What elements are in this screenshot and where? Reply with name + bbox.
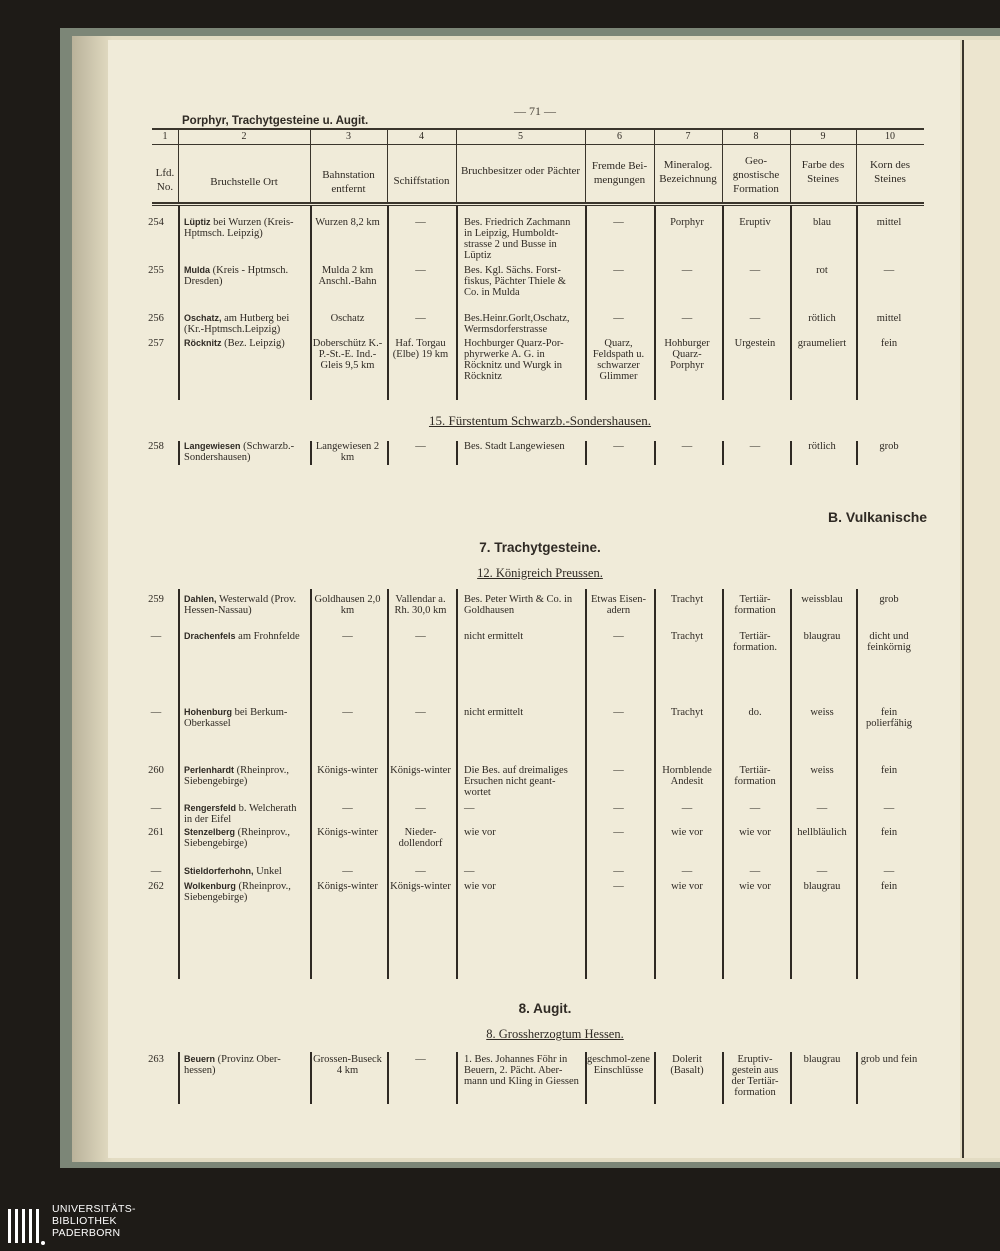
cell-bahn: Langewiesen 2 km: [315, 441, 380, 463]
facing-page-heading: B. Vulkanische: [828, 509, 928, 525]
cell-farbe: rot: [816, 265, 828, 276]
column-header: Mineralog. Bezeichnung: [659, 159, 717, 185]
cell-fremd: Quarz, Feldspath u. schwarzer Glimmer: [592, 338, 645, 382]
cell-schiff: Haf. Torgau (Elbe) 19 km: [392, 338, 449, 360]
cell-no: 256: [148, 313, 164, 324]
column-rule: [456, 441, 458, 465]
cell-owner: Bes. Kgl. Sächs. Forst-fiskus, Pächter Thiele & Co. in Mulda: [464, 265, 566, 298]
cell-bahn: Oschatz: [330, 313, 365, 324]
column-rule: [790, 206, 792, 400]
place-detail: b. Welcherath in der Eifel: [184, 803, 297, 825]
cell-form: —: [749, 866, 761, 877]
cell-korn: fein polierfähig: [865, 707, 913, 729]
cell-bahn: Königs-winter: [317, 827, 378, 838]
cell-fremd: —: [613, 707, 624, 718]
cell-no: 259: [148, 594, 164, 605]
place-detail: (Bez. Leipzig): [224, 338, 285, 349]
spine-shadow: [72, 36, 112, 1162]
cell-miner: Hornblende Andesit: [662, 765, 712, 787]
cell-farbe: blaugrau: [803, 881, 841, 892]
column-rule: [856, 206, 858, 400]
cell-form: Tertiär-formation: [734, 594, 776, 616]
cell-schiff: Königs-winter: [390, 881, 451, 892]
place-cell: [184, 441, 306, 463]
place-name: Dahlen,: [184, 594, 217, 604]
cell-no: 263: [148, 1054, 164, 1065]
cell-miner: —: [681, 441, 693, 452]
place-name: Langewiesen: [184, 441, 241, 451]
column-number: 7: [685, 131, 691, 142]
column-number: 3: [346, 131, 351, 142]
cell-form: —: [749, 441, 761, 452]
column-rule: [387, 206, 389, 400]
cell-bahn: Doberschütz K.-P.-St.-E. Ind.-Gleis 9,5 km: [312, 338, 383, 371]
cell-fremd: —: [613, 441, 624, 452]
cell-no: —: [150, 631, 162, 642]
cell-miner: —: [681, 803, 693, 814]
cell-no: —: [150, 866, 162, 877]
cell-korn: fein: [880, 881, 898, 892]
library-name-line1: UNIVERSITÄTS-: [52, 1203, 136, 1215]
cell-owner: Bes.Heinr.Gorlt,Oschatz, Wermsdorferstrasse: [464, 313, 570, 335]
cell-form: Urgestein: [734, 338, 776, 349]
column-rule: [456, 206, 458, 400]
place-cell: [184, 707, 306, 729]
column-number: 9: [820, 131, 826, 142]
place-cell: [184, 1054, 306, 1076]
page-number: — 71 —: [514, 104, 556, 118]
cell-fremd: —: [613, 866, 624, 877]
cell-owner: Bes. Friedrich Zachmann in Leipzig, Humboldt-strasse 2 und Busse in Lüptiz: [464, 217, 571, 261]
cell-schiff: Vallendar a. Rh. 30,0 km: [394, 594, 447, 616]
column-rule: [456, 589, 458, 979]
cell-no: —: [150, 707, 162, 718]
place-detail: bei Wurzen (Kreis-Hptmsch. Leipzig): [184, 217, 294, 239]
cell-farbe: weiss: [810, 707, 834, 718]
cell-miner: Trachyt: [670, 594, 704, 605]
place-cell: [184, 313, 306, 335]
cell-schiff: —: [415, 1054, 426, 1065]
cell-no: 260: [148, 765, 164, 776]
cell-korn: fein: [880, 827, 898, 838]
column-rule: [178, 206, 180, 400]
cell-no: 254: [148, 217, 164, 228]
place-name: Stenzelberg: [184, 827, 236, 837]
cell-farbe: blaugrau: [803, 631, 841, 642]
column-rule: [178, 1052, 180, 1104]
cell-korn: —: [883, 265, 895, 276]
cell-farbe: blaugrau: [803, 1054, 841, 1065]
cell-owner: wie vor: [464, 827, 496, 838]
page-header: Porphyr, Trachytgesteine u. Augit.: [182, 115, 369, 127]
cell-fremd: —: [613, 765, 624, 776]
cell-schiff: —: [415, 866, 426, 877]
cell-miner: Hohburger Quarz-Porphyr: [664, 338, 710, 371]
column-number: 6: [617, 131, 622, 142]
cell-korn: —: [883, 803, 895, 814]
cell-form: wie vor: [739, 827, 771, 838]
library-logo-icon: [6, 1205, 46, 1247]
cell-form: wie vor: [739, 881, 771, 892]
cell-miner: wie vor: [671, 827, 703, 838]
column-rule: [722, 206, 724, 400]
cell-no: 262: [148, 881, 164, 892]
library-footer: [0, 1200, 1000, 1251]
cell-no: 255: [148, 265, 164, 276]
column-rule: [387, 589, 389, 979]
cell-form: —: [749, 803, 761, 814]
place-cell: [184, 217, 306, 239]
cell-form: Tertiär-formation.: [732, 631, 778, 653]
cell-no: —: [150, 803, 162, 814]
cell-bahn: —: [342, 631, 353, 642]
column-rule: [178, 441, 180, 465]
place-cell: [184, 631, 306, 642]
cell-bahn: —: [342, 803, 353, 814]
section-heading-augit: 8. Augit.: [518, 1001, 572, 1016]
column-header: Lfd. No.: [155, 167, 175, 193]
place-detail: (Schwarzb.-Sondershausen): [184, 441, 295, 463]
place-detail: (Rheinprov., Siebengebirge): [184, 881, 291, 903]
place-cell: [184, 827, 306, 849]
cell-miner: —: [681, 866, 693, 877]
place-name: Rengersfeld: [184, 803, 237, 813]
cell-schiff: Königs-winter: [390, 765, 451, 776]
column-rule: [456, 1052, 458, 1104]
place-cell: [184, 338, 306, 349]
cell-farbe: graumeliert: [797, 338, 847, 349]
cell-owner: Die Bes. auf dreimaliges Ersuchen nicht geant-wortet: [464, 765, 568, 798]
cell-korn: mittel: [876, 217, 902, 228]
column-rule: [310, 589, 312, 979]
cell-fremd: geschmol-zene Einschlüsse: [587, 1054, 650, 1076]
place-name: Hohenburg: [184, 707, 232, 717]
column-rule: [585, 589, 587, 979]
cell-owner: Hochburger Quarz-Por-phyrwerke A. G. in Röcknitz und Wurgk in Röcknitz: [464, 338, 564, 382]
column-header: Farbe des Steines: [801, 159, 845, 185]
column-number: 2: [241, 131, 247, 142]
cell-form: Tertiär-formation: [734, 765, 776, 787]
place-cell: [184, 765, 306, 787]
column-rule: [790, 589, 792, 979]
column-number: 8: [753, 131, 759, 142]
column-number: 4: [419, 131, 424, 142]
place-name: Drachenfels: [184, 631, 236, 641]
cell-farbe: hellbläulich: [797, 827, 847, 838]
place-name: Perlenhardt: [184, 765, 235, 775]
column-header: Bruchbesitzer oder Pächter: [460, 165, 581, 177]
column-rule: [178, 589, 180, 979]
cell-owner: —: [464, 803, 475, 814]
cell-miner: wie vor: [671, 881, 703, 892]
cell-form: Eruptiv: [739, 217, 771, 228]
cell-korn: —: [883, 866, 895, 877]
cell-owner: Bes. Stadt Langewiesen: [464, 441, 565, 452]
place-cell: [184, 594, 306, 616]
cell-schiff: —: [415, 631, 426, 642]
column-number: 5: [518, 131, 523, 142]
cell-miner: Trachyt: [670, 707, 704, 718]
place-cell: [184, 265, 306, 287]
cell-miner: —: [681, 265, 693, 276]
place-cell: [184, 866, 306, 877]
cell-schiff: —: [415, 265, 426, 276]
header-bottom-rule: [152, 202, 924, 204]
cell-schiff: —: [415, 441, 426, 452]
cell-miner: Porphyr: [670, 217, 704, 228]
place-name: Lüptiz: [184, 217, 211, 227]
place-cell: [184, 803, 306, 825]
column-header: Bruchstelle Ort: [210, 176, 278, 188]
cell-bahn: —: [342, 866, 353, 877]
cell-bahn: Königs-winter: [317, 881, 378, 892]
place-detail: Westerwald (Prov. Hessen-Nassau): [184, 594, 297, 616]
place-detail: (Kreis - Hptmsch. Dresden): [184, 265, 289, 287]
cell-korn: fein: [880, 338, 898, 349]
cell-bahn: Goldhausen 2,0 km: [314, 594, 381, 616]
cell-schiff: Nieder-dollendorf: [398, 827, 443, 849]
cell-farbe: —: [816, 866, 828, 877]
cell-fremd: —: [613, 803, 624, 814]
section-heading-trachyt: 7. Trachytgesteine.: [479, 540, 601, 555]
place-detail: (Rheinprov., Siebengebirge): [184, 765, 290, 787]
cell-bahn: Wurzen 8,2 km: [315, 217, 380, 228]
place-cell: [184, 881, 306, 903]
cell-fremd: —: [613, 827, 624, 838]
place-detail: (Rheinprov., Siebengebirge): [184, 827, 291, 849]
cell-bahn: Königs-winter: [317, 765, 378, 776]
cell-farbe: rötlich: [808, 441, 836, 452]
section-heading-12: 12. Königreich Preussen.: [477, 566, 603, 580]
cell-schiff: —: [415, 313, 426, 324]
cell-korn: mittel: [876, 313, 902, 324]
cell-fremd: —: [613, 631, 624, 642]
cell-korn: fein: [880, 765, 898, 776]
cell-owner: Bes. Peter Wirth & Co. in Goldhausen: [464, 594, 573, 616]
cell-no: 261: [148, 827, 164, 838]
cell-fremd: —: [613, 217, 624, 228]
cell-farbe: rötlich: [808, 313, 836, 324]
cell-form: —: [749, 265, 761, 276]
cell-fremd: —: [613, 313, 624, 324]
cell-farbe: weiss: [810, 765, 834, 776]
cell-farbe: blau: [812, 217, 832, 228]
cell-fremd: —: [613, 881, 624, 892]
library-name: [52, 1203, 136, 1239]
cell-form: do.: [748, 707, 762, 718]
cell-miner: Dolerit (Basalt): [670, 1054, 704, 1076]
place-detail: (Provinz Ober-hessen): [184, 1054, 281, 1076]
cell-farbe: weissblau: [801, 594, 843, 605]
column-header: Korn des Steines: [869, 159, 911, 185]
place-detail: bei Berkum-Oberkassel: [184, 707, 288, 729]
section-heading-hessen: 8. Grossherzogtum Hessen.: [486, 1027, 624, 1041]
cell-korn: grob und fein: [860, 1054, 918, 1065]
cell-owner: wie vor: [464, 881, 496, 892]
place-name: Röcknitz: [184, 338, 222, 348]
cell-schiff: —: [415, 217, 426, 228]
cell-form: Eruptiv-gestein aus der Tertiär-formation: [731, 1054, 779, 1098]
place-detail: Unkel: [256, 866, 282, 877]
library-name-line3: PADERBORN: [52, 1227, 121, 1239]
cell-korn: grob: [879, 441, 899, 452]
column-number: 10: [885, 131, 895, 142]
cell-korn: dicht und feinkörnig: [867, 631, 911, 653]
column-header: Schiffstation: [393, 175, 450, 187]
section-heading-15: 15. Fürstentum Schwarzb.-Sondershausen.: [428, 413, 652, 428]
cell-miner: —: [681, 313, 693, 324]
cell-owner: 1. Bes. Johannes Föhr in Beuern, 2. Pächt. Aber-mann und Kling in Giessen: [464, 1054, 579, 1087]
column-header: Geo-gnostische Formation: [732, 155, 780, 195]
cell-schiff: —: [415, 707, 426, 718]
place-name: Wolkenburg: [184, 881, 236, 891]
place-name: Beuern: [184, 1054, 216, 1064]
place-detail: am Hutberg bei (Kr.-Hptmsch.Leipzig): [184, 313, 290, 335]
cell-fremd: —: [613, 265, 624, 276]
cell-bahn: Grossen-Buseck 4 km: [313, 1054, 382, 1076]
cell-korn: grob: [879, 594, 899, 605]
cell-fremd: Etwas Eisen-adern: [590, 594, 647, 616]
library-name-line2: BIBLIOTHEK: [52, 1215, 117, 1227]
cell-miner: Trachyt: [670, 631, 704, 642]
cell-farbe: —: [816, 803, 828, 814]
cell-bahn: Mulda 2 km Anschl.-Bahn: [318, 265, 377, 287]
cell-owner: nicht ermittelt: [464, 631, 524, 642]
column-number: 1: [162, 131, 168, 142]
place-name: Oschatz,: [184, 313, 222, 323]
cell-form: —: [749, 313, 761, 324]
place-name: Mulda: [184, 265, 210, 275]
cell-schiff: —: [415, 803, 426, 814]
cell-owner: —: [464, 866, 475, 877]
cell-no: 257: [148, 338, 164, 349]
cell-no: 258: [148, 441, 164, 452]
cell-owner: nicht ermittelt: [464, 707, 524, 718]
column-header: Fremde Bei-mengungen: [591, 160, 648, 186]
header-bottom-rule-2: [152, 205, 924, 206]
header-top-rule: [152, 128, 924, 130]
header-number-rule: [152, 144, 924, 145]
place-name: Stieldorferhohn,: [184, 866, 254, 876]
column-header: Bahnstation entfernt: [322, 169, 375, 195]
cell-bahn: —: [342, 707, 353, 718]
place-detail: am Frohnfelde: [238, 631, 300, 642]
